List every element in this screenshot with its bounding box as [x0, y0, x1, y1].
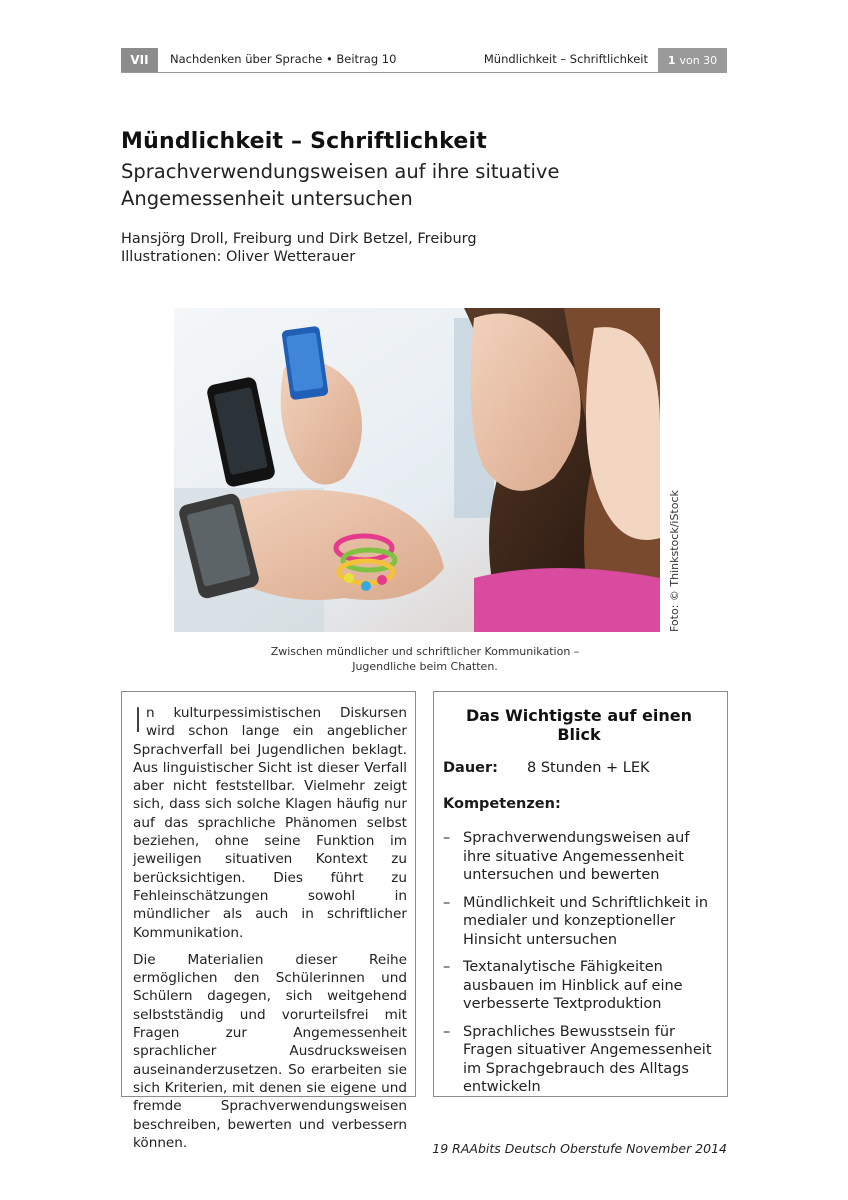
page-indicator	[658, 48, 727, 72]
page-title: Mündlichkeit – Schriftlichkeit	[121, 129, 487, 154]
duration-row	[443, 760, 715, 776]
competencies-label: Kompetenzen:	[443, 796, 561, 812]
teens-chatting-photo	[174, 308, 660, 632]
duration-value: 8 Stunden + LEK	[527, 760, 650, 776]
authors-block	[121, 230, 477, 266]
page-footer: 19 RAAbits Deutsch Oberstufe November 2014	[432, 1141, 727, 1156]
dropcap: I	[133, 701, 144, 741]
unit-label: VII	[130, 53, 149, 67]
series-label: Nachdenken über Sprache • Beitrag 10	[170, 52, 397, 66]
section-label: Mündlichkeit – Schriftlichkeit	[483, 52, 648, 66]
duration-label: Dauer:	[443, 760, 498, 776]
intro-paragraph-2: Die Materialien dieser Reihe ermöglichen den Schülerinnen und Schülern dagegen, sich weitgehend selbstständig und vorurteilsfrei mit Fragen zur Angemessenheit sprachlicher Ausdrucksweisen auseinanderzusetzen. So erarbeiten sie sich Kriterien, mit denen sie eigene und fremde Sprachverwendungsweisen beschreiben, bewerten und verbessern können.	[133, 951, 407, 1151]
photo-caption	[260, 644, 590, 674]
list-item: – Textanalytische Fähigkeiten ausbauen im Hinblick auf eine verbesserte Textproduktion	[443, 958, 715, 1014]
summary-title: Das Wichtigste auf einen Blick	[465, 706, 693, 744]
authors-line: Hansjörg Droll, Freiburg und Dirk Betzel, Freiburg	[121, 231, 477, 247]
list-item: – Sprachverwendungsweisen auf ihre situative Angemessenheit untersuchen und bewerten	[443, 829, 715, 885]
page-current: 1	[667, 53, 676, 67]
illustrations-line: Illustrationen: Oliver Wetterauer	[121, 249, 356, 265]
list-item: – Mündlichkeit und Schriftlichkeit in medialer und konzeptioneller Hinsicht untersuchen	[443, 894, 715, 950]
intro-paragraph-1	[133, 701, 407, 942]
competencies-list	[443, 829, 715, 1097]
intro-paragraph-1-text: n kulturpessimistischen Diskursen wird schon lange ein angeblicher Sprachverfall bei Jugendlichen beklagt. Aus linguistischer Sicht ist dieser Verfall aber nicht feststellbar. Vielmehr zeigt sich, dass sich solche Klagen häufig nur auf das sprachliche Phänomen selbst beziehen, ohne seine Funktion im jeweiligen situativen Kontext zu berücksichtigen. Dies führt zu Fehleinschätzungen sowohl in mündlicher als auch in schriftlicher Kommunikation.	[133, 705, 407, 941]
list-item: – Sprachliches Bewusstsein für Fragen situativer Angemessenheit im Sprachgebrauch des Alltags entwickeln	[443, 1023, 715, 1097]
caption-line-1: Zwischen mündlicher und schriftlicher Kommunikation –	[270, 645, 580, 658]
caption-line-2: Jugendliche beim Chatten.	[352, 660, 498, 673]
header-rule	[121, 72, 727, 73]
photo-credit: Foto: © Thinkstock/iStock	[668, 490, 681, 632]
summary-box	[433, 691, 728, 1097]
intro-box	[121, 691, 416, 1151]
page-subtitle: Sprachverwendungsweisen auf ihre situative Angemessenheit untersuchen	[121, 160, 560, 210]
unit-badge	[121, 48, 158, 72]
page-of: von 30	[679, 53, 718, 67]
